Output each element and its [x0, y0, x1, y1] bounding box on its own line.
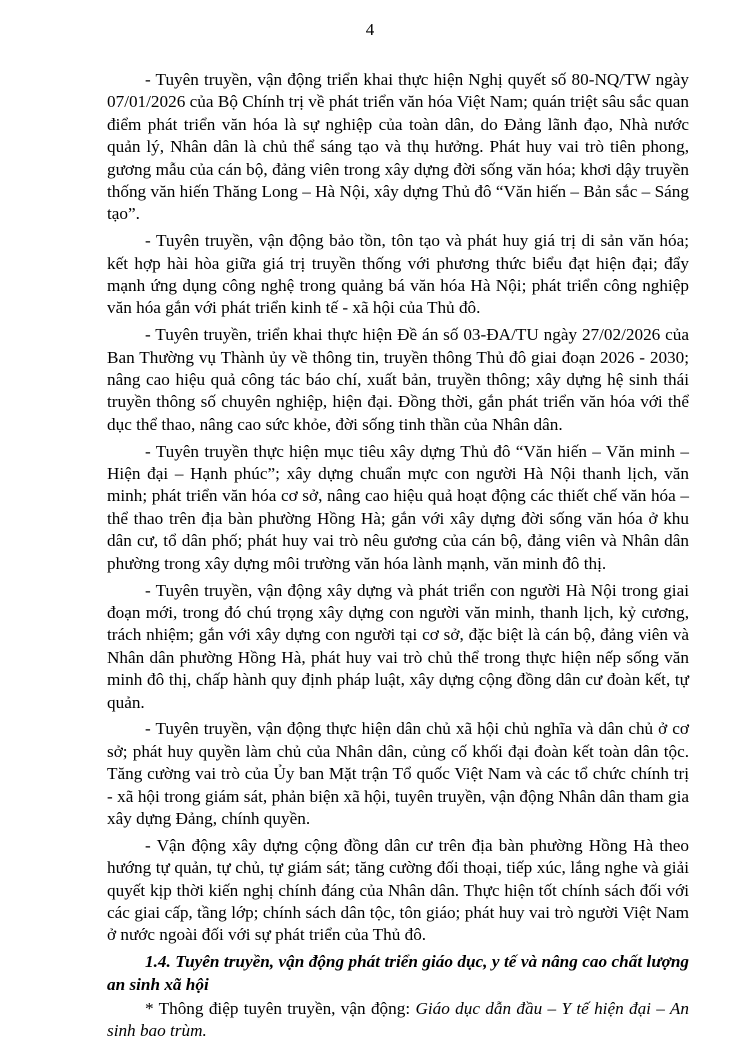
message-paragraph — [107, 998, 689, 1043]
document-body — [107, 69, 689, 1047]
paragraph: - Tuyên truyền, vận động triển khai thực hiện Nghị quyết số 80-NQ/TW ngày 07/01/2026 của Bộ Chính trị về phát triển văn hóa Việt Nam; quán triệt sâu sắc quan điểm phát triển văn hóa là sự nghiệp của toàn dân, do Đảng lãnh đạo, Nhà nước quản lý, Nhân dân là chủ thể sáng tạo và thụ hưởng. Phát huy vai trò tiên phong, gương mẫu của cán bộ, đảng viên trong xây dựng đời sống văn hóa; khơi dậy truyền thống văn hiến Thăng Long – Hà Nội, xây dựng Thủ đô “Văn hiến – Bản sắc – Sáng tạo”. — [107, 70, 689, 224]
message-label: * Thông điệp tuyên truyền, vận động: — [145, 998, 416, 1018]
section-heading: 1.4. Tuyên truyền, vận động phát triển giáo dục, y tế và nâng cao chất lượng an sinh xã hội — [107, 952, 689, 994]
message-text: Giáo dục dẫn đầu – Y tế hiện đại – An sinh bao trùm. — [107, 998, 689, 1041]
paragraph: - Tuyên truyền thực hiện mục tiêu xây dựng Thủ đô “Văn hiến – Văn minh – Hiện đại – Hạnh phúc”; xây dựng chuẩn mực con người Hà Nội thanh lịch, văn minh; phát triển văn hóa cơ sở, nâng cao hiệu quả hoạt động các thiết chế văn hóa – thể thao trên địa bàn phường Hồng Hà; gắn với xây dựng đời sống văn hóa ở khu dân cư, tổ dân phố; phát huy vai trò nêu gương của cán bộ, đảng viên và Nhân dân phường trong xây dựng môi trường văn hóa lành mạnh, văn minh đô thị. — [107, 441, 689, 573]
paragraph: - Tuyên truyền, triển khai thực hiện Đề án số 03-ĐA/TU ngày 27/02/2026 của Ban Thường vụ Thành ủy về thông tin, truyền thông Thủ đô giai đoạn 2026 - 2030; nâng cao hiệu quả công tác báo chí, xuất bản, truyền thông; xây dựng hệ sinh thái truyền thông số chuyên nghiệp, hiện đại. Đồng thời, gắn phát triển văn hóa với thể dục thể thao, nâng cao sức khỏe, đời sống tinh thần của Nhân dân. — [107, 325, 689, 434]
paragraph: - Vận động xây dựng cộng đồng dân cư trên địa bàn phường Hồng Hà theo hướng tự quản, tự chủ, tự giám sát; tăng cường đối thoại, tiếp xúc, lắng nghe và giải quyết kịp thời kiến nghị chính đáng của Nhân dân. Thực hiện tốt chính sách đối với các giai cấp, tầng lớp; chính sách dân tộc, tôn giáo; phát huy vai trò người Việt Nam ở nước ngoài đối với sự phát triển của Thủ đô. — [107, 835, 689, 945]
page-number: 4 — [365, 20, 375, 39]
paragraph: - Tuyên truyền, vận động xây dựng và phát triển con người Hà Nội trong giai đoạn mới, trong đó chú trọng xây dựng con người văn minh, thanh lịch, kỷ cương, trách nhiệm; gắn với xây dựng con người tại cơ sở, đặc biệt là cán bộ, đảng viên và Nhân dân phường Hồng Hà, phát huy vai trò chủ thể trong thực hiện nếp sống văn minh đô thị, chấp hành quy định pháp luật, xây dựng cộng đồng dân cư đoàn kết, tự quản. — [107, 580, 689, 712]
paragraph: - Tuyên truyền, vận động bảo tồn, tôn tạo và phát huy giá trị di sản văn hóa; kết hợp hài hòa giữa giá trị truyền thống với phương thức biểu đạt hiện đại; đẩy mạnh ứng dụng công nghệ trong quảng bá văn hóa Hà Nội; phát triển công nghiệp văn hóa gắn với phát triển kinh tế - xã hội của Thủ đô. — [107, 231, 689, 318]
paragraph: - Tuyên truyền, vận động thực hiện dân chủ xã hội chủ nghĩa và dân chủ ở cơ sở; phát huy quyền làm chủ của Nhân dân, củng cố khối đại đoàn kết toàn dân tộc. Tăng cường vai trò của Ủy ban Mặt trận Tổ quốc Việt Nam và các tổ chức chính trị - xã hội trong giám sát, phản biện xã hội, tuyên truyền, vận động Nhân dân tham gia xây dựng Đảng, chính quyền. — [107, 719, 689, 828]
